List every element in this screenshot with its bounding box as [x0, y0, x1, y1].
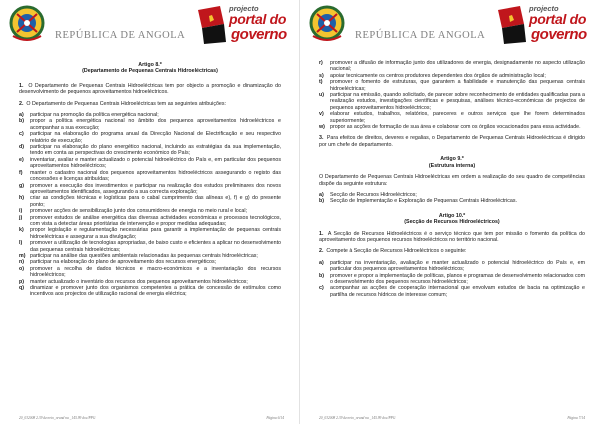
attributions-list-continued — [319, 60, 585, 130]
right-page-content — [319, 60, 585, 298]
logo-line-1: projecto — [229, 4, 259, 13]
portal-governo-logo — [498, 3, 598, 47]
list-item: f) manter o cadastro nacional dos pequenos aproveitamentos hidroeléctricos assegurando o registo das concessões e licenças atribuídas; — [19, 169, 281, 183]
logo-line-3: governo — [531, 26, 587, 43]
footer-page-number: Página 6/14 — [266, 416, 284, 420]
list-item: e) inventariar, avaliar e manter actualizado o potencial hidroeléctrico do País e, em particular dos pequenos aproveitamentos hidroeléctricos; — [19, 156, 281, 170]
list-item: d) participar na elaboração do plano energético nacional, incluindo as estratégias da sua implementação, tendo em conta as perspectivas do crescimento económico do País; — [19, 144, 281, 157]
article-title: Artigo 8.º — [138, 62, 162, 68]
list-item: s) apoiar tecnicamente os centros produtores dependentes dos órgãos de administração local; — [319, 72, 546, 79]
footer-file-ref: 20_032008 2.39 decreto_orand na _145.99 doc/PPG — [319, 416, 396, 420]
angola-flag-icon — [498, 6, 526, 44]
list-item: n) participar na elaboração do plano de aproveitamento dos recursos energéticos; — [19, 259, 217, 266]
logo-line-1: projecto — [529, 4, 559, 13]
list-item: c) participar na elaboração do programa anual da Direcção Nacional de Electrificação e seu respectivo relatório de execução; — [19, 131, 281, 144]
paragraph-2: 2. O Departamento de Pequenas Centrais Hidroeléctricas tem as seguintes atribuições: — [19, 100, 226, 107]
page-right — [300, 0, 600, 424]
article-9-subtitle: (Estrutura interna) — [428, 162, 476, 169]
attributions-list — [19, 112, 281, 298]
list-item: t) promover o fomento de estruturas, que garantem a fiabilidade e manutenção das pequenas centrais hidroeléctricas; — [319, 79, 585, 92]
list-item: o) promover a recolha de dados técnicos e macro-económicos e a inventariação dos recursos hidroeléctricos; — [19, 265, 281, 279]
article-10-subtitle: (Secção de Recursos Hidroeléctricos) — [404, 219, 500, 226]
angola-flag-icon — [198, 6, 226, 44]
list-item: a) participar na inventariação, avaliação e manter actualizado o potencial hidroeléctrico do País e, em particular dos pequenos aproveitamentos hidroeléctricos; — [319, 259, 585, 273]
article-10-title: Artigo 10.º — [438, 212, 466, 219]
angola-emblem-icon — [7, 4, 47, 42]
page-header — [300, 0, 600, 48]
list-item: r) promover a difusão de informação junto dos utilizadores de energia, designadamente no aspecto utilização nacional; — [319, 60, 585, 73]
list-item: j) promover estudos de análise energética das diversas actividades económicas e processos tecnológicos, com vista a detectar áreas prioritárias de intervenção e propor medidas adequadas; — [19, 214, 281, 227]
section-competences-list — [319, 260, 585, 298]
list-item: u) participar na emissão, quando solicitado, de parecer sobre reconhecimento de entidades qualificadas para a realização estudos, investigações científicas e pesquisas, análises técnico-económicas de projectos de pequenos aproveitamentos hidroeléctricos; — [319, 92, 585, 111]
list-item: c) acompanhar as acções de cooperação internacional que envolvam estudos de bacia na optimização e partilha de recursos hídricos de interesse comum; — [319, 285, 585, 298]
portal-governo-logo — [198, 3, 298, 47]
footer-file-ref: 20_032008 2.39 decreto_orand na _145.99 doc/PPG — [19, 416, 96, 420]
list-item: a) participar na promoção da política energética nacional; — [19, 112, 159, 119]
list-item: b) Secção de Implementação e Exploração de Pequenas Centrais Hidroeléctricas. — [319, 198, 517, 205]
article-9-intro: O Departamento de Pequenas Centrais Hidroeléctricas em ordem a realização do seu quadro de competências dispõe da seguinte estrutura: — [319, 174, 585, 187]
logo-line-3: governo — [231, 26, 287, 43]
paragraph-1: 1. O Departamento de Pequenas Centrais Hidroeléctricas tem por objecto a promoção e dinamização do desenvolvimento de pequenos aproveitamentos hidroeléctricos. — [19, 82, 281, 96]
list-item: i) promover acções de sensibilização junto dos consumidores de energia no meio rural e local; — [19, 208, 247, 215]
list-item: k) propor legislação e regulamentação necessárias para garantir a implementação de pequenas centrais hidroeléctricas e assegurar a sua divulgação; — [19, 227, 281, 240]
left-page-content — [19, 62, 281, 298]
list-item: p) manter actualizado o inventário dos recursos dos pequenos aproveitamentos hidroeléctricos; — [19, 278, 248, 285]
article-subtitle: (Departamento de Pequenas Centrais Hidroeléctricas) — [82, 68, 218, 75]
list-item: b) propor a política energética nacional no âmbito dos pequenos aproveitamentos hidroeléctricos e acompanhar a sua execução; — [19, 118, 281, 131]
list-item: a) Secção de Recursos Hidroeléctricos; — [319, 191, 417, 198]
list-item: m) participar na análise das questões ambientais relacionadas às pequenas centrais hidroeléctricas; — [19, 252, 258, 259]
list-item: g) promover a execução dos investimentos e participar na realização dos estudos preliminares dos novos aproveitamentos identificados, assegurando a sua correcta exploração; — [19, 182, 281, 195]
angola-emblem-icon — [307, 4, 347, 42]
republic-title: REPÚBLICA DE ANGOLA — [355, 30, 486, 41]
logo-line-2: portal do — [529, 11, 587, 27]
list-item: w) propor as acções de formação de sua área e colaborar com os órgãos vocacionados para essa actividade. — [319, 124, 581, 131]
list-item: h) criar as condições técnicas e logísticas para o cabal cumprimento das alíneas e), f) e g) do presente ponto; — [19, 195, 281, 208]
list-item: l) promover a utilização de tecnologias apropriadas, de baixo custo e eficientes a aplicar no desenvolvimento das pequenas centrais hidroeléctricas; — [19, 240, 281, 253]
article-10-paragraph-2: 2. Compete à Secção de Recursos Hidroeléctricos o seguinte: — [319, 248, 467, 255]
list-item: v) elaborar estudos, trabalhos, relatórios, pareceres e outros serviços que lhe forem determinados superiormente; — [319, 111, 585, 124]
structure-list — [319, 192, 585, 205]
article-9-title: Artigo 9.º — [440, 156, 464, 163]
footer-page-number: Página 7/14 — [567, 416, 585, 420]
article-10-paragraph-1: 1. A Secção de Recursos Hidroeléctricos é o serviço técnico que tem por missão o fomento da política do aproveitamento dos pequenos recursos hidroeléctricos no território nacional. — [319, 230, 585, 243]
page-header — [0, 0, 300, 48]
logo-line-2: portal do — [229, 11, 287, 27]
list-item: q) dinamizar e promover junto dos organismos competentes a prática de concessão de estímulos como incentivos aos projectos de utilização racional de energia eléctrica; — [19, 285, 281, 298]
republic-title: REPÚBLICA DE ANGOLA — [55, 30, 186, 41]
paragraph-3: 3. Para efeitos de direitos, deveres e regalias, o Departamento de Pequenas Centrais Hidroeléctricas é dirigido por um chefe de departamento. — [319, 135, 585, 148]
list-item: b) promover e propor a implementação de políticas, planos e programas de desenvolvimento relacionados com o desenvolvimento dos pequenos recursos hidroeléctricos; — [319, 272, 585, 285]
